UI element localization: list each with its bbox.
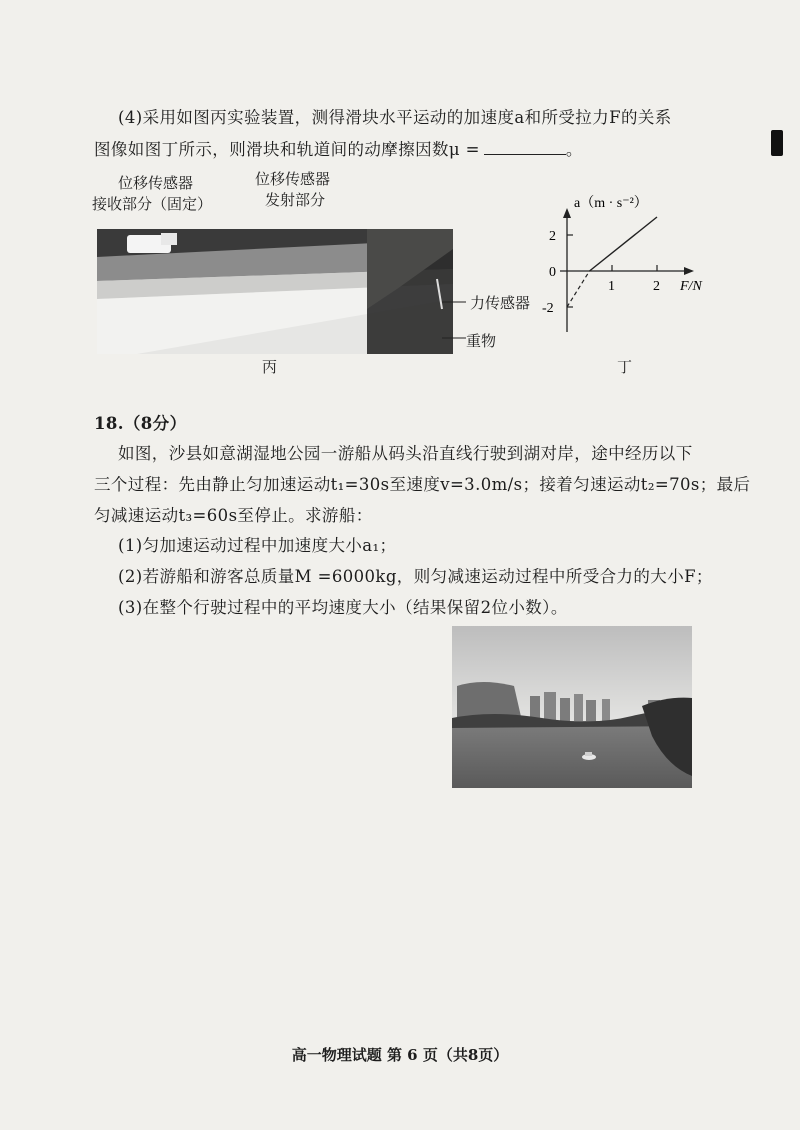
y-tick-label-0: 0 (549, 265, 556, 280)
q18-paragraph-line3: 匀减速运动t₃=60s至停止。求游船： (94, 506, 373, 525)
emitter-label-2: 发射部分 (265, 191, 326, 209)
figure-ding-caption: 丁 (617, 358, 633, 376)
q18-subquestion-1: (1)匀加速运动过程中加速度大小a₁； (118, 536, 397, 555)
q17-4-line1: (4)采用如图丙实验装置，测得滑块水平运动的加速度a和所受拉力F的关系 (118, 108, 672, 127)
q18-paragraph-line2: 三个过程：先由静止匀加速运动t₁=30s至速度v=3.0m/s；接着匀速运动t₂=70s；最后 (94, 475, 751, 494)
x-tick-label-1: 1 (608, 279, 615, 294)
x-axis-label: F/N (680, 279, 702, 294)
q18-subquestion-3: (3)在整个行驶过程中的平均速度大小（结果保留2位小数）。 (118, 598, 568, 617)
graph-line-dashed (567, 271, 590, 307)
q17-4-line2 (94, 136, 583, 160)
y-tick-label-2: 2 (549, 229, 556, 244)
a-F-graph (530, 192, 720, 342)
y-tick-label-neg2: -2 (542, 301, 554, 316)
q18-header: 18.（8分） (94, 414, 187, 433)
y-axis-label: a（m · s⁻²） (574, 196, 648, 211)
lake-park-photo (452, 626, 692, 788)
x-tick-label-2: 2 (653, 279, 660, 294)
x-axis-arrow (684, 267, 694, 275)
graph-line-solid (590, 217, 658, 271)
page-footer: 高一物理试题 第 6 页（共8页） (291, 1046, 509, 1064)
q18-subquestion-2: (2)若游船和游客总质量M =6000kg，则匀减速运动过程中所受合力的大小F； (118, 567, 713, 586)
experiment-apparatus-photo (97, 229, 453, 354)
q17-4-line2-end: 。 (565, 140, 583, 159)
force-sensor-label: 力传感器 (470, 294, 531, 312)
q18-paragraph-line1: 如图，沙县如意湖湿地公园一游船从码头沿直线行驶到湖对岸，途中经历以下 (118, 444, 693, 463)
answer-blank (484, 140, 566, 155)
weight-label: 重物 (466, 332, 497, 350)
page-edge-tab (771, 130, 783, 156)
receiver-label-1: 位移传感器 (118, 174, 194, 192)
q17-4-line2-text: 图像如图丁所示，则滑块和轨道间的动摩擦因数μ = (94, 140, 480, 159)
emitter-label-1: 位移传感器 (255, 170, 331, 188)
receiver-label-2: 接收部分（固定） (92, 195, 213, 213)
y-axis-arrow (563, 208, 571, 218)
figure-bing-caption: 丙 (262, 358, 278, 376)
